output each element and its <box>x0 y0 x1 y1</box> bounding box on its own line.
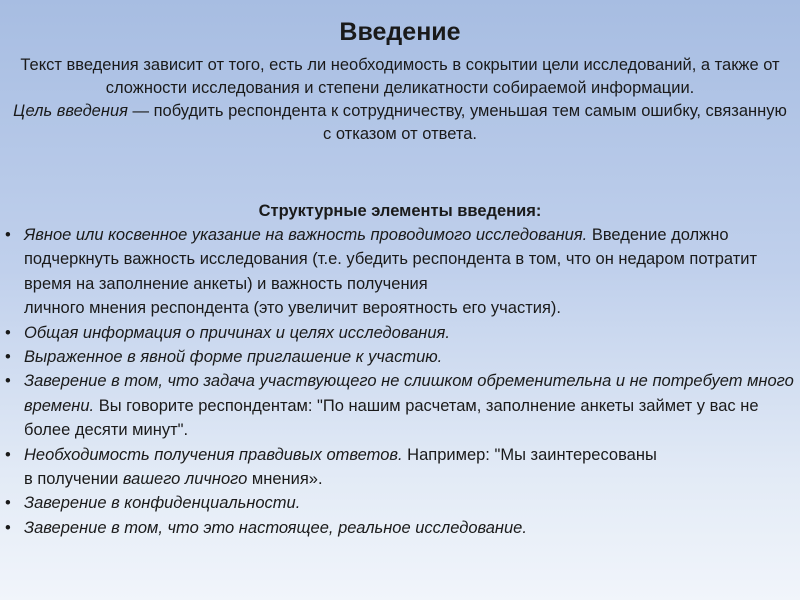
item-text-pre: в получении <box>24 470 123 489</box>
section-heading: Структурные элементы введения: <box>258 202 542 220</box>
list-item <box>4 443 794 492</box>
item-italic: Заверение в том, что это настоящее, реальное исследование. <box>24 518 527 537</box>
item-text-post: мнения». <box>247 470 323 489</box>
item-text-continued: личного мнения респондента (это увеличит вероятность его участия). <box>24 299 561 318</box>
item-text-continued <box>24 467 794 491</box>
list-item <box>4 491 794 515</box>
intro-block <box>10 54 790 146</box>
item-italic: Необходимость получения правдивых ответов. <box>24 445 403 464</box>
intro-paragraph: Текст введения зависит от того, есть ли необходимость в сокрытии цели исследований, а также от сложности исследования и степени деликатности собираемой информации. <box>20 56 780 97</box>
item-italic: Заверение в том, что задача участвующего не слишком обременительна и не потребует много времени. <box>24 372 794 415</box>
bullet-icon: • <box>5 372 11 391</box>
item-text: Введение должно подчеркнуть важность исследования (т.е. убедить респондента в том, что он недаром потратит время на заполнение анкеты) и важность получения <box>24 226 758 293</box>
item-italic: Выраженное в явной форме приглашение к участию. <box>24 348 443 367</box>
item-italic: Заверение в конфиденциальности. <box>24 494 301 513</box>
bullet-icon: • <box>5 494 11 513</box>
item-text: Например: "Мы заинтересованы <box>402 445 657 464</box>
list-item <box>4 369 794 442</box>
goal-label: Цель введения <box>13 102 128 120</box>
intro-goal-paragraph <box>10 100 790 146</box>
slide-title: Введение <box>339 18 461 46</box>
list-item <box>4 321 794 345</box>
bullet-icon: • <box>5 226 11 244</box>
bullet-icon: • <box>5 518 11 537</box>
item-text-italic: вашего личного <box>122 470 248 489</box>
bullet-icon: • <box>5 445 11 464</box>
structural-elements-list <box>4 223 794 540</box>
bullet-icon: • <box>5 348 11 367</box>
item-italic: Явное или косвенное указание на важность проводимого исследования. <box>24 226 588 244</box>
item-italic: Общая информация о причинах и целях исследования. <box>24 323 450 342</box>
item-text: Вы говорите респондентам: "По нашим расчетам, заполнение анкеты займет у вас не более десяти минут". <box>24 396 759 440</box>
list-item <box>4 516 794 540</box>
list-item <box>4 345 794 369</box>
list-item <box>4 223 794 321</box>
bullet-icon: • <box>5 323 11 342</box>
goal-text: — побудить респондента к сотрудничеству, уменьшая тем самым ошибку, связанную с отказом от ответа. <box>127 102 787 143</box>
